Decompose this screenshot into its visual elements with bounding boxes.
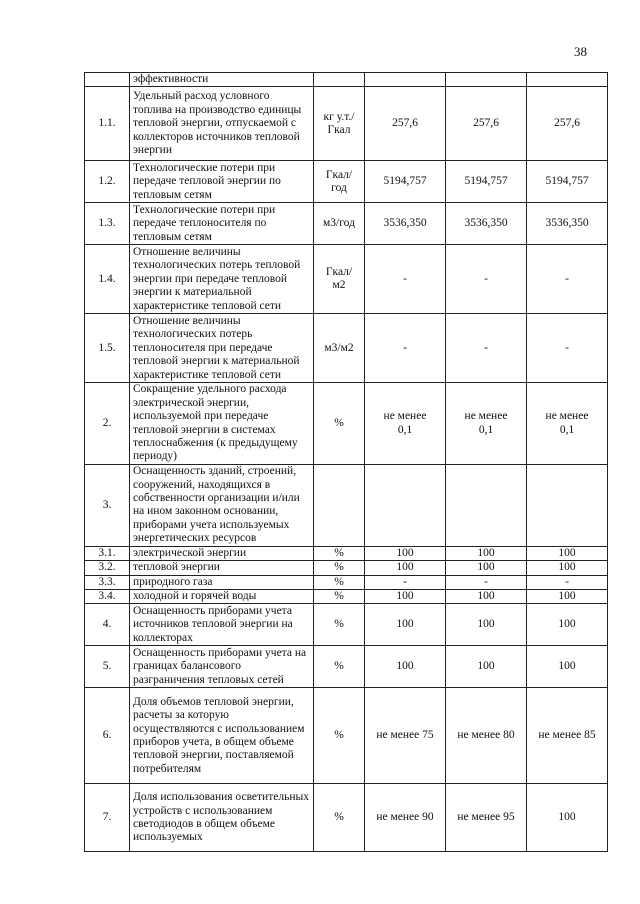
table-row <box>85 546 608 560</box>
row-unit: % <box>314 688 365 784</box>
table-row <box>85 161 608 203</box>
row-unit: % <box>314 604 365 646</box>
row-number: 1.4. <box>85 245 130 314</box>
row-value-1: 100 <box>365 604 446 646</box>
row-value-1 <box>365 464 446 546</box>
row-value-1: 100 <box>365 546 446 560</box>
row-unit: % <box>314 546 365 560</box>
row-number: 5. <box>85 646 130 688</box>
row-description: Сокращение удельного расхода электрической энергии, используемой при передаче тепловой энергии в системах теплоснабжения (к предыдущему периоду) <box>130 383 314 464</box>
table-row <box>85 464 608 546</box>
row-unit: % <box>314 784 365 852</box>
row-description: Оснащенность приборами учета на границах балансового разграничения тепловых сетей <box>130 646 314 688</box>
row-value-2: 3536,350 <box>446 203 527 245</box>
row-description: Технологические потери при передаче теплоносителя по тепловым сетям <box>130 203 314 245</box>
table-row <box>85 784 608 852</box>
row-value-2: 100 <box>446 604 527 646</box>
table-row <box>85 604 608 646</box>
row-value-2: - <box>446 575 527 589</box>
row-value-2: не менее 80 <box>446 688 527 784</box>
table-row <box>85 575 608 589</box>
row-number: 2. <box>85 383 130 464</box>
table-row <box>85 245 608 314</box>
row-number: 3.1. <box>85 546 130 560</box>
row-description: Удельный расход условного топлива на производство единицы тепловой энергии, отпускаемой с коллекторов источников тепловой энергии <box>130 87 314 161</box>
row-description: Технологические потери при передаче тепловой энергии по тепловым сетям <box>130 161 314 203</box>
table-row <box>85 383 608 464</box>
row-value-2: 5194,757 <box>446 161 527 203</box>
row-unit: Гкал/ м2 <box>314 245 365 314</box>
row-value-3: 100 <box>527 561 608 575</box>
row-description: эффективности <box>130 73 314 87</box>
row-value-1: 100 <box>365 561 446 575</box>
row-value-1: 5194,757 <box>365 161 446 203</box>
row-value-1: 257,6 <box>365 87 446 161</box>
row-unit: % <box>314 590 365 604</box>
row-unit: м3/м2 <box>314 314 365 383</box>
row-description: Оснащенность приборами учета источников тепловой энергии на коллекторах <box>130 604 314 646</box>
row-value-1: не менее 90 <box>365 784 446 852</box>
row-value-3: 257,6 <box>527 87 608 161</box>
row-value-3: не менее 0,1 <box>527 383 608 464</box>
row-unit: кг у.т./ Гкал <box>314 87 365 161</box>
row-value-3: - <box>527 245 608 314</box>
row-value-2: 100 <box>446 561 527 575</box>
row-number: 3.4. <box>85 590 130 604</box>
row-description: Оснащенность зданий, строений, сооружений, находящихся в собственности организации и/или на ином законном основании, приборами учета используемых энергетических ресурсов <box>130 464 314 546</box>
row-unit: % <box>314 383 365 464</box>
indicators-table <box>84 72 608 852</box>
row-number: 6. <box>85 688 130 784</box>
row-value-2: не менее 0,1 <box>446 383 527 464</box>
row-description: природного газа <box>130 575 314 589</box>
table-row <box>85 590 608 604</box>
table-row <box>85 646 608 688</box>
row-number: 7. <box>85 784 130 852</box>
row-value-1: - <box>365 314 446 383</box>
row-value-1 <box>365 73 446 87</box>
row-value-3: 100 <box>527 646 608 688</box>
row-number: 3. <box>85 464 130 546</box>
row-value-3: 100 <box>527 604 608 646</box>
row-description: Отношение величины технологических потерь теплоносителя при передаче тепловой энергии к материальной характеристике тепловой сети <box>130 314 314 383</box>
row-value-3: - <box>527 575 608 589</box>
row-value-1: - <box>365 575 446 589</box>
row-value-2: 100 <box>446 546 527 560</box>
row-value-3: не менее 85 <box>527 688 608 784</box>
row-description: Доля использования осветительных устройств с использованием светодиодов в общем объеме используемых <box>130 784 314 852</box>
row-description: холодной и горячей воды <box>130 590 314 604</box>
row-value-3: 100 <box>527 590 608 604</box>
row-description: тепловой энергии <box>130 561 314 575</box>
table-row <box>85 203 608 245</box>
row-description: Отношение величины технологических потерь тепловой энергии при передаче тепловой энергии к материальной характеристике тепловой сети <box>130 245 314 314</box>
row-value-3 <box>527 464 608 546</box>
row-value-2 <box>446 464 527 546</box>
row-value-3 <box>527 73 608 87</box>
row-number <box>85 73 130 87</box>
row-unit: % <box>314 575 365 589</box>
page-number: 38 <box>574 44 587 59</box>
row-number: 1.3. <box>85 203 130 245</box>
row-description: электрической энергии <box>130 546 314 560</box>
row-unit <box>314 73 365 87</box>
row-unit: м3/год <box>314 203 365 245</box>
row-value-2: 100 <box>446 646 527 688</box>
table-row <box>85 688 608 784</box>
row-number: 3.2. <box>85 561 130 575</box>
row-value-2: - <box>446 314 527 383</box>
row-value-3: 5194,757 <box>527 161 608 203</box>
table-row <box>85 73 608 87</box>
row-value-2 <box>446 73 527 87</box>
row-number: 4. <box>85 604 130 646</box>
row-number: 1.1. <box>85 87 130 161</box>
row-description: Доля объемов тепловой энергии, расчеты за которую осуществляются с использованием приборов учета, в общем объеме тепловой энергии, поставляемой потребителям <box>130 688 314 784</box>
row-value-3: 100 <box>527 546 608 560</box>
row-value-1: 100 <box>365 646 446 688</box>
row-number: 1.2. <box>85 161 130 203</box>
row-value-2: 100 <box>446 590 527 604</box>
table-row <box>85 87 608 161</box>
row-value-1: не менее 0,1 <box>365 383 446 464</box>
row-value-2: 257,6 <box>446 87 527 161</box>
row-unit: % <box>314 561 365 575</box>
row-value-1: - <box>365 245 446 314</box>
row-value-1: 3536,350 <box>365 203 446 245</box>
row-value-1: 100 <box>365 590 446 604</box>
row-unit: % <box>314 646 365 688</box>
row-unit <box>314 464 365 546</box>
row-value-3: 3536,350 <box>527 203 608 245</box>
row-value-2: - <box>446 245 527 314</box>
row-unit: Гкал/ год <box>314 161 365 203</box>
row-value-3: - <box>527 314 608 383</box>
table-row <box>85 561 608 575</box>
row-value-2: не менее 95 <box>446 784 527 852</box>
row-number: 1.5. <box>85 314 130 383</box>
row-value-1: не менее 75 <box>365 688 446 784</box>
row-value-3: 100 <box>527 784 608 852</box>
table-row <box>85 314 608 383</box>
row-number: 3.3. <box>85 575 130 589</box>
